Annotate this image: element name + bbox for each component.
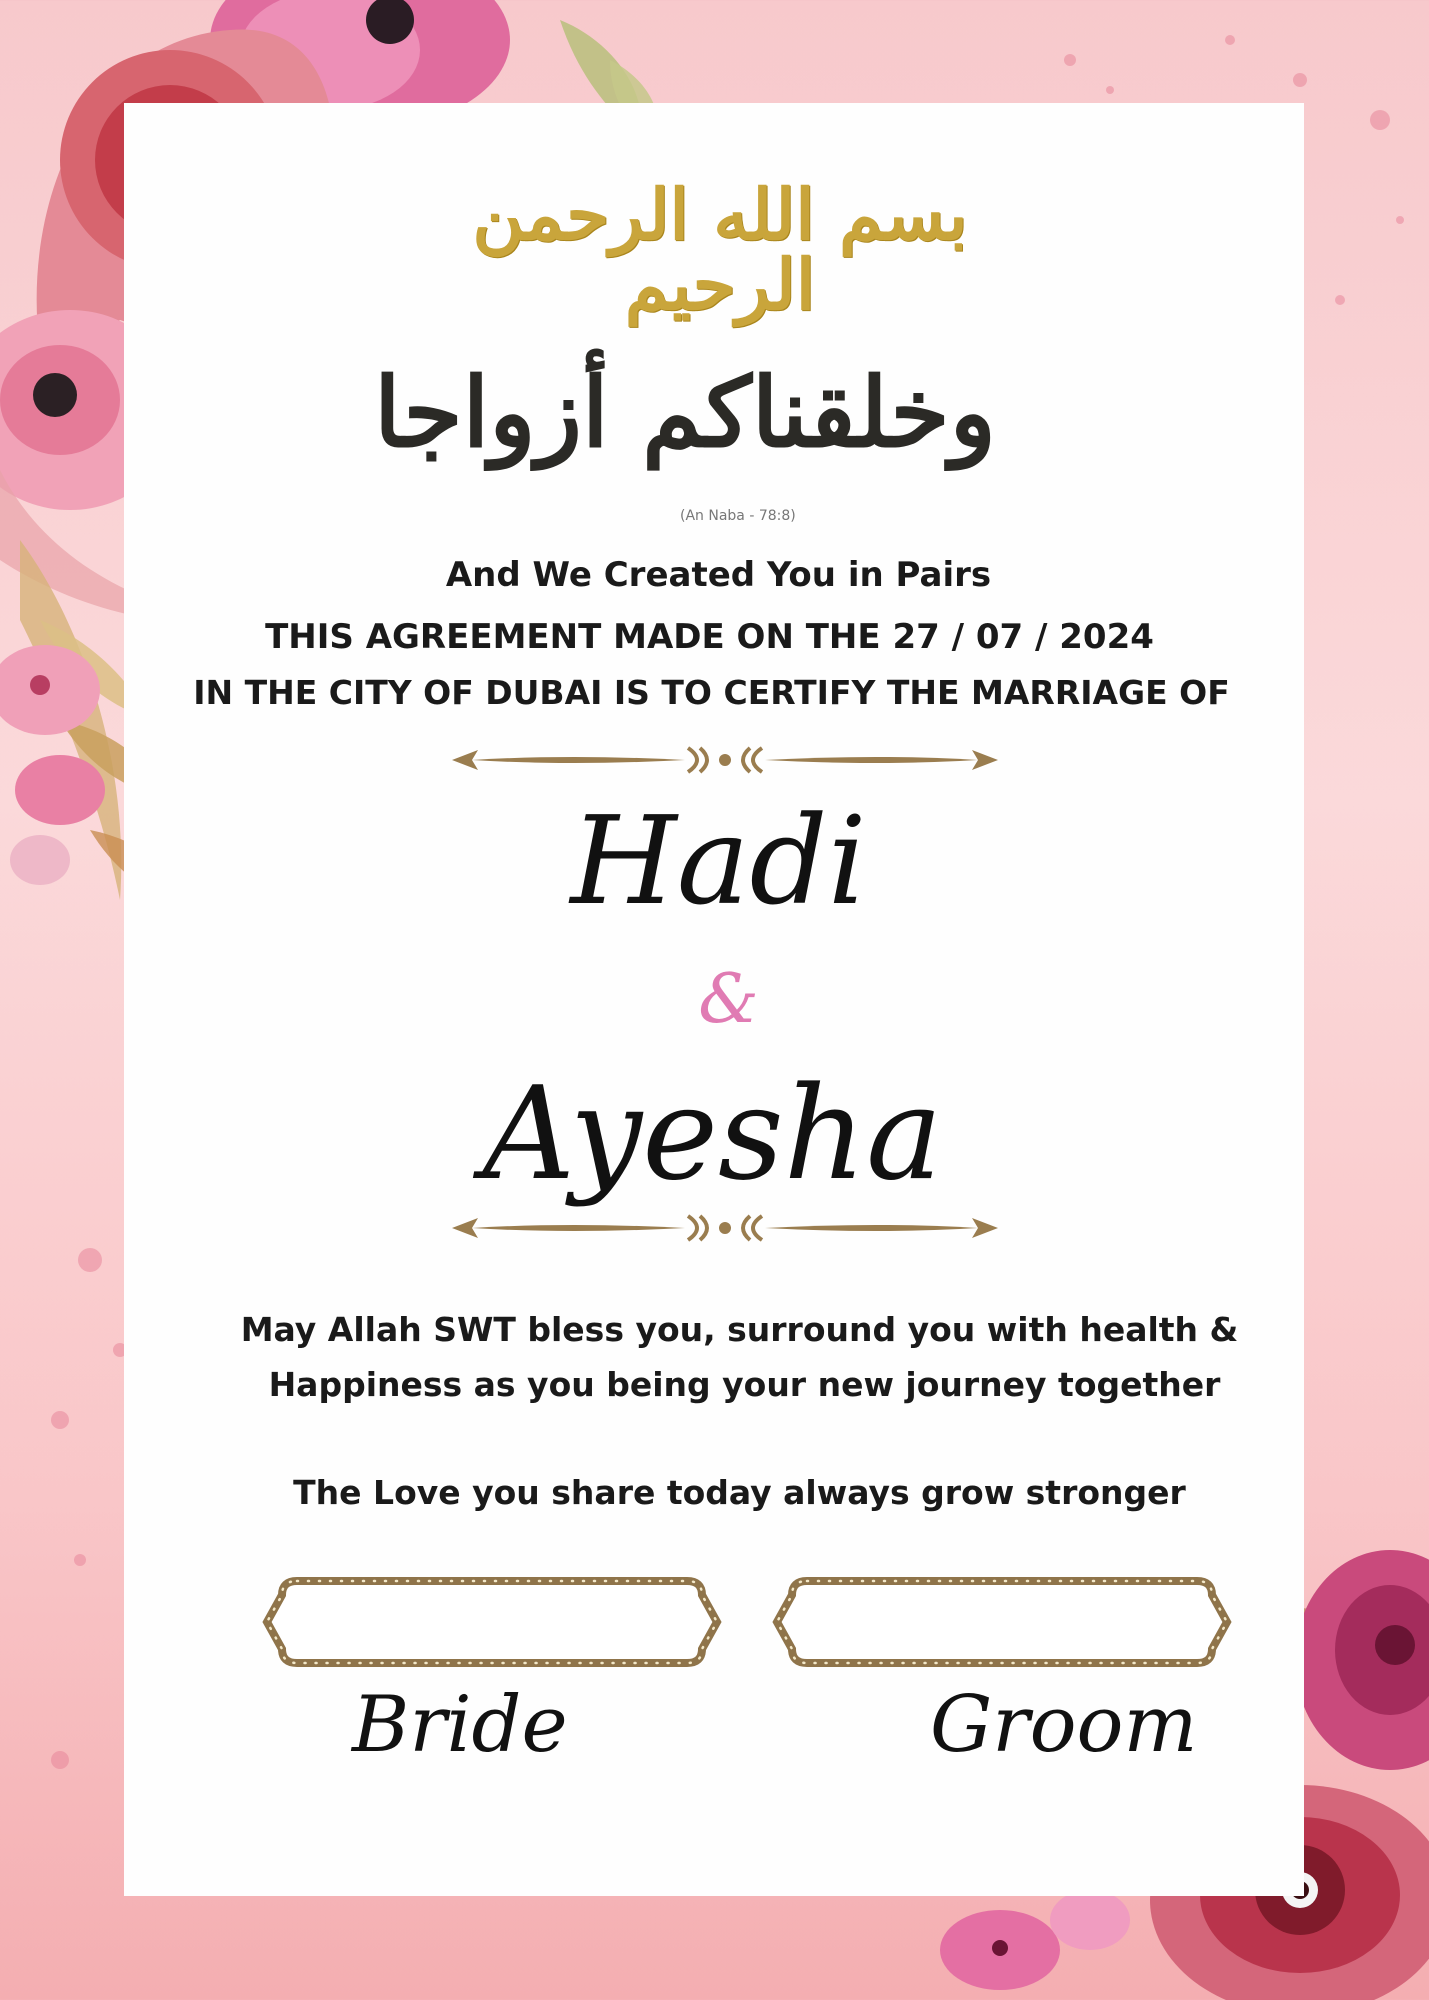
- basmala-calligraphy: بسم الله الرحمن الرحيم: [472, 173, 968, 326]
- ornament-divider-top: [450, 740, 1000, 780]
- verse-translation: And We Created You in Pairs: [445, 555, 992, 595]
- verse-reference: (An Naba - 78:8): [680, 508, 796, 524]
- bride-signature-box[interactable]: [262, 1575, 722, 1670]
- bride-label: Bride: [352, 1680, 568, 1770]
- love-line: The Love you share today always grow stronger: [293, 1473, 1186, 1512]
- groom-label: Groom: [930, 1680, 1198, 1770]
- bride-name: Ayesha: [482, 1060, 943, 1209]
- groom-name: Hadi: [570, 790, 867, 932]
- ornament-divider-bottom: [450, 1208, 1000, 1248]
- blessing-line-1: May Allah SWT bless you, surround you with health &: [240, 1310, 1239, 1349]
- blessing-line-2: Happiness as you being your new journey together: [268, 1365, 1221, 1404]
- ampersand: &: [698, 960, 759, 1039]
- agreement-line-date: THIS AGREEMENT MADE ON THE 27 / 07 / 2024: [265, 617, 1154, 657]
- verse-calligraphy: وخلقناكم أزواجا: [374, 356, 996, 469]
- groom-signature-box[interactable]: [772, 1575, 1232, 1670]
- agreement-line-city: IN THE CITY OF DUBAI IS TO CERTIFY THE MARRIAGE OF: [193, 673, 1230, 712]
